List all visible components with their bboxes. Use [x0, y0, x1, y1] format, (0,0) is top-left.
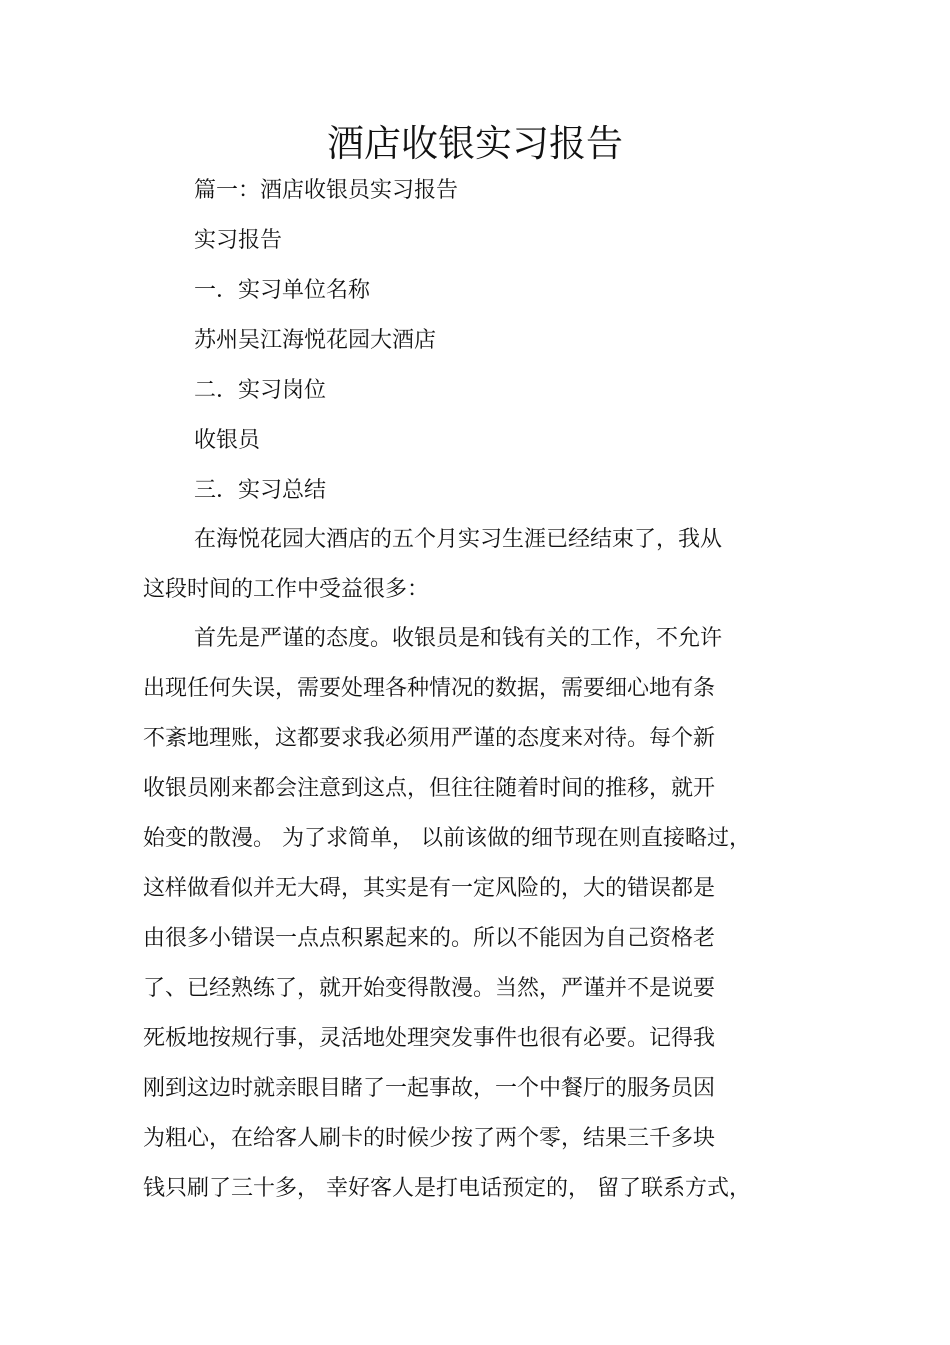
paragraph-line: 由很多小错误一点点积累起来的。所以不能因为自己资格老 [143, 926, 716, 951]
paragraph-line: 出现任何失误，需要处理各种情况的数据，需要细心地有条 [143, 676, 716, 701]
paragraph-line: 这样做看似并无大碍，其实是有一定风险的，大的错误都是 [143, 876, 716, 901]
text-line: 收银员 [194, 428, 261, 453]
paragraph-line: 钱只刷了三十多， 幸好客人是打电话预定的， 留了联系方式， [143, 1176, 751, 1201]
section-heading: 二．实习岗位 [194, 378, 327, 403]
paragraph-line: 始变的散漫。 为了求简单， 以前该做的细节现在则直接略过， [143, 826, 751, 851]
paragraph-line: 这段时间的工作中受益很多： [143, 577, 430, 602]
paragraph-line: 收银员刚来都会注意到这点，但往往随着时间的推移，就开 [143, 776, 716, 801]
paragraph-line: 为粗心，在给客人刷卡的时候少按了两个零，结果三千多块 [143, 1126, 716, 1151]
section-heading: 篇一：酒店收银员实习报告 [194, 178, 459, 203]
section-heading: 实习报告 [194, 228, 283, 253]
section-heading: 三．实习总结 [194, 478, 327, 503]
paragraph-line: 刚到这边时就亲眼目睹了一起事故，一个中餐厅的服务员因 [143, 1076, 716, 1101]
paragraph-line: 死板地按规行事，灵活地处理突发事件也很有必要。记得我 [143, 1026, 716, 1051]
document-title: 酒店收银实习报告 [327, 122, 623, 165]
paragraph-line: 首先是严谨的态度。收银员是和钱有关的工作，不允许 [194, 626, 723, 651]
section-heading: 一．实习单位名称 [194, 278, 371, 303]
paragraph-line: 在海悦花园大酒店的五个月实习生涯已经结束了，我从 [194, 527, 723, 552]
paragraph-line: 了、已经熟练了，就开始变得散漫。当然，严谨并不是说要 [143, 976, 716, 1001]
paragraph-line: 不紊地理账，这都要求我必须用严谨的态度来对待。每个新 [143, 726, 716, 751]
text-line: 苏州吴江海悦花园大酒店 [194, 328, 437, 353]
